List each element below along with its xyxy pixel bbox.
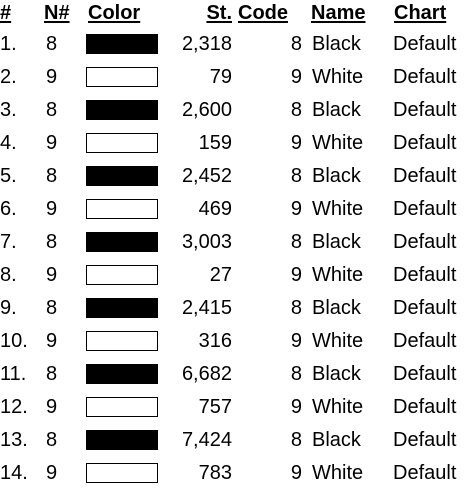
table-row bbox=[0, 193, 474, 225]
row-index: 6. bbox=[0, 198, 17, 220]
row-color-name: White bbox=[312, 396, 364, 418]
table-row bbox=[0, 94, 474, 126]
header-chart: Chart bbox=[394, 2, 447, 24]
color-swatch bbox=[86, 34, 158, 54]
row-index: 12. bbox=[0, 396, 28, 418]
table-row bbox=[0, 325, 474, 357]
row-color-name: White bbox=[312, 264, 364, 286]
table-row bbox=[0, 127, 474, 159]
row-index: 4. bbox=[0, 132, 17, 154]
row-index: 3. bbox=[0, 99, 17, 121]
table-row bbox=[0, 391, 474, 423]
row-code: 8 bbox=[290, 231, 302, 253]
color-swatch bbox=[86, 298, 158, 318]
row-code: 8 bbox=[290, 165, 302, 187]
row-color-name: Black bbox=[312, 165, 361, 187]
row-color-name: White bbox=[312, 66, 364, 88]
row-chart: Default bbox=[393, 330, 457, 352]
row-stitches: 2,415 bbox=[181, 297, 232, 319]
row-stitches: 2,318 bbox=[181, 33, 232, 55]
row-n: 8 bbox=[46, 429, 58, 451]
row-n: 8 bbox=[46, 165, 58, 187]
row-n: 9 bbox=[46, 66, 58, 88]
row-index: 7. bbox=[0, 231, 17, 253]
row-n: 9 bbox=[46, 462, 58, 484]
row-chart: Default bbox=[393, 66, 457, 88]
row-stitches: 2,600 bbox=[181, 99, 232, 121]
color-swatch bbox=[86, 331, 158, 351]
row-n: 9 bbox=[46, 132, 58, 154]
row-code: 8 bbox=[290, 33, 302, 55]
header-color: Color bbox=[88, 2, 141, 24]
header-code: Code bbox=[238, 2, 288, 24]
row-n: 9 bbox=[46, 330, 58, 352]
row-chart: Default bbox=[393, 165, 457, 187]
row-index: 10. bbox=[0, 330, 28, 352]
row-chart: Default bbox=[393, 297, 457, 319]
table-row bbox=[0, 358, 474, 390]
row-stitches: 316 bbox=[198, 330, 232, 352]
row-index: 9. bbox=[0, 297, 17, 319]
row-index: 1. bbox=[0, 33, 17, 55]
row-chart: Default bbox=[393, 396, 457, 418]
row-index: 13. bbox=[0, 429, 28, 451]
table-row bbox=[0, 28, 474, 60]
row-index: 8. bbox=[0, 264, 17, 286]
row-chart: Default bbox=[393, 462, 457, 484]
row-n: 8 bbox=[46, 231, 58, 253]
row-color-name: Black bbox=[312, 429, 361, 451]
row-stitches: 79 bbox=[209, 66, 232, 88]
color-swatch bbox=[86, 364, 158, 384]
row-color-name: White bbox=[312, 330, 364, 352]
table-row bbox=[0, 292, 474, 324]
row-code: 9 bbox=[290, 330, 302, 352]
table-row bbox=[0, 160, 474, 192]
row-index: 14. bbox=[0, 462, 28, 484]
color-swatch bbox=[86, 133, 158, 153]
table-row bbox=[0, 259, 474, 291]
row-code: 8 bbox=[290, 297, 302, 319]
row-chart: Default bbox=[393, 99, 457, 121]
row-n: 9 bbox=[46, 264, 58, 286]
header-n: N# bbox=[44, 2, 70, 24]
row-n: 8 bbox=[46, 99, 58, 121]
color-swatch bbox=[86, 265, 158, 285]
color-swatch bbox=[86, 67, 158, 87]
row-color-name: Black bbox=[312, 99, 361, 121]
row-code: 9 bbox=[290, 264, 302, 286]
row-stitches: 3,003 bbox=[181, 231, 232, 253]
row-stitches: 469 bbox=[198, 198, 232, 220]
color-swatch bbox=[86, 430, 158, 450]
row-stitches: 159 bbox=[198, 132, 232, 154]
row-chart: Default bbox=[393, 264, 457, 286]
row-index: 11. bbox=[0, 363, 27, 385]
row-code: 8 bbox=[290, 363, 302, 385]
row-color-name: White bbox=[312, 462, 364, 484]
row-chart: Default bbox=[393, 132, 457, 154]
row-stitches: 783 bbox=[198, 462, 232, 484]
row-color-name: White bbox=[312, 132, 364, 154]
row-n: 9 bbox=[46, 198, 58, 220]
color-swatch bbox=[86, 232, 158, 252]
header-stitches: St. bbox=[206, 2, 232, 24]
table-row bbox=[0, 61, 474, 93]
row-chart: Default bbox=[393, 198, 457, 220]
row-code: 9 bbox=[290, 198, 302, 220]
row-color-name: Black bbox=[312, 297, 361, 319]
row-code: 8 bbox=[290, 99, 302, 121]
row-stitches: 7,424 bbox=[181, 429, 232, 451]
row-color-name: Black bbox=[312, 231, 361, 253]
row-n: 9 bbox=[46, 396, 58, 418]
row-code: 9 bbox=[290, 132, 302, 154]
color-swatch bbox=[86, 199, 158, 219]
color-swatch bbox=[86, 166, 158, 186]
row-index: 2. bbox=[0, 66, 17, 88]
header-index: # bbox=[0, 2, 12, 24]
table-row bbox=[0, 226, 474, 258]
row-stitches: 757 bbox=[198, 396, 232, 418]
row-code: 9 bbox=[290, 66, 302, 88]
table-row bbox=[0, 457, 474, 489]
row-n: 8 bbox=[46, 363, 58, 385]
color-swatch bbox=[86, 463, 158, 483]
row-stitches: 6,682 bbox=[181, 363, 232, 385]
row-stitches: 27 bbox=[209, 264, 232, 286]
row-chart: Default bbox=[393, 231, 457, 253]
header-name: Name bbox=[311, 2, 366, 24]
row-n: 8 bbox=[46, 297, 58, 319]
row-chart: Default bbox=[393, 33, 457, 55]
table-row bbox=[0, 424, 474, 456]
row-index: 5. bbox=[0, 165, 17, 187]
color-swatch bbox=[86, 100, 158, 120]
row-chart: Default bbox=[393, 429, 457, 451]
row-code: 9 bbox=[290, 462, 302, 484]
row-code: 8 bbox=[290, 429, 302, 451]
row-chart: Default bbox=[393, 363, 457, 385]
row-stitches: 2,452 bbox=[181, 165, 232, 187]
row-color-name: Black bbox=[312, 33, 361, 55]
row-code: 9 bbox=[290, 396, 302, 418]
color-swatch bbox=[86, 397, 158, 417]
row-n: 8 bbox=[46, 33, 58, 55]
row-color-name: White bbox=[312, 198, 364, 220]
row-color-name: Black bbox=[312, 363, 361, 385]
